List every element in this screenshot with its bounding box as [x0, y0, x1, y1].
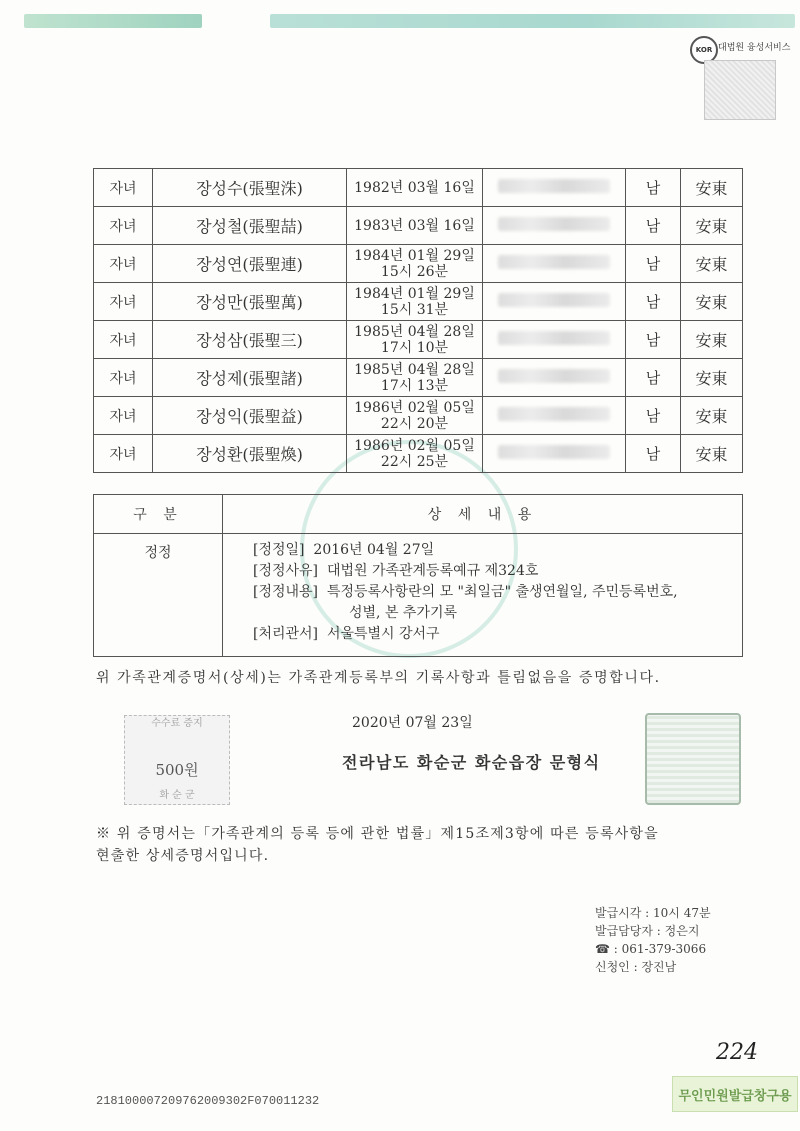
- child-birth-time: 15시 31분: [380, 301, 449, 318]
- document-number: 218100007209762009302F070011232: [96, 1094, 320, 1108]
- child-birth-date: 1986년 02월 05일: [354, 437, 475, 454]
- child-birth-date: 1985년 04월 28일: [354, 361, 475, 378]
- detail-line-value: 2016년 04월 27일: [313, 542, 435, 558]
- child-row: [94, 207, 743, 245]
- revenue-stamp-title: 수수료 증지: [151, 718, 203, 729]
- child-birth-date: 1985년 04월 28일: [354, 323, 475, 340]
- child-birth: [347, 207, 483, 245]
- detail-category: 정정: [94, 534, 223, 657]
- child-sex: 남: [626, 207, 681, 245]
- child-name: 장성수(張聖洙): [153, 169, 347, 207]
- child-origin: 安東: [681, 207, 743, 245]
- child-id-redacted: [483, 359, 626, 397]
- child-sex: 남: [626, 283, 681, 321]
- detail-line-value: 특정등록사항란의 모 "최일금" 출생연월일, 주민등록번호,: [326, 584, 678, 600]
- child-birth: [347, 321, 483, 359]
- child-birth-date: 1984년 01월 29일: [354, 247, 475, 264]
- child-relation: 자녀: [94, 169, 153, 207]
- child-row: [94, 283, 743, 321]
- child-name: 장성삼(張聖三): [153, 321, 347, 359]
- child-birth-time: 22시 25분: [380, 453, 449, 470]
- child-id-redacted: [483, 245, 626, 283]
- child-relation: 자녀: [94, 397, 153, 435]
- revenue-stamp-issuer: 화 순 군: [159, 790, 195, 801]
- child-birth-time: 17시 10분: [380, 339, 449, 356]
- top-color-band-right: [270, 14, 795, 28]
- child-origin: 安東: [681, 283, 743, 321]
- child-name: 장성익(張聖益): [153, 397, 347, 435]
- child-origin: 安東: [681, 321, 743, 359]
- child-id-redacted: [483, 169, 626, 207]
- detail-line: [253, 582, 732, 603]
- kiosk-label: 무인민원발급창구용: [672, 1076, 798, 1112]
- child-birth: [347, 435, 483, 473]
- child-birth-date: 1984년 01월 29일: [354, 285, 475, 302]
- child-relation: 자녀: [94, 283, 153, 321]
- child-sex: 남: [626, 245, 681, 283]
- child-origin: 安東: [681, 359, 743, 397]
- kor-service-label: 대법원 융성서비스: [718, 43, 791, 53]
- child-birth: [347, 245, 483, 283]
- child-sex: 남: [626, 397, 681, 435]
- child-birth-time: 17시 13분: [380, 377, 449, 394]
- child-relation: 자녀: [94, 321, 153, 359]
- detail-line: [253, 561, 732, 582]
- legal-note: [96, 823, 659, 867]
- child-name: 장성만(張聖萬): [153, 283, 347, 321]
- child-relation: 자녀: [94, 435, 153, 473]
- redaction-blur: [498, 255, 610, 269]
- detail-line-value: 서울특별시 강서구: [326, 626, 440, 642]
- detail-header-row: [94, 495, 743, 534]
- detail-line: [253, 624, 732, 645]
- child-birth-time: 15시 26분: [380, 263, 449, 280]
- redaction-blur: [498, 331, 610, 345]
- redaction-blur: [498, 217, 610, 231]
- security-pattern-box: [704, 60, 776, 120]
- child-birth: [347, 169, 483, 207]
- child-row: [94, 245, 743, 283]
- child-row: [94, 359, 743, 397]
- detail-line: [253, 540, 732, 561]
- kor-seal-icon: KOR: [690, 36, 718, 64]
- child-birth-date: 1983년 03월 16일: [354, 217, 475, 234]
- child-birth: [347, 283, 483, 321]
- detail-header-content: 상 세 내 용: [223, 495, 743, 534]
- child-sex: 남: [626, 359, 681, 397]
- child-id-redacted: [483, 321, 626, 359]
- redaction-blur: [498, 369, 610, 383]
- child-name: 장성연(張聖連): [153, 245, 347, 283]
- child-id-redacted: [483, 207, 626, 245]
- child-birth-date: 1986년 02월 05일: [354, 399, 475, 416]
- detail-header-category: 구 분: [94, 495, 223, 534]
- child-sex: 남: [626, 321, 681, 359]
- child-row: [94, 321, 743, 359]
- detail-row: [94, 534, 743, 657]
- child-sex: 남: [626, 169, 681, 207]
- child-origin: 安東: [681, 397, 743, 435]
- detail-line-label: [정정사유]: [253, 563, 319, 579]
- child-name: 장성철(張聖喆): [153, 207, 347, 245]
- redaction-blur: [498, 293, 610, 307]
- issue-date: 2020년 07월 23일: [352, 715, 473, 731]
- child-id-redacted: [483, 283, 626, 321]
- child-birth-time: 22시 20분: [380, 415, 449, 432]
- child-birth: [347, 397, 483, 435]
- detail-content: [223, 534, 743, 657]
- child-birth-date: 1982년 03월 16일: [354, 179, 475, 196]
- issue-applicant: 신청인 : 장진남: [595, 960, 677, 974]
- child-name: 장성제(張聖諸): [153, 359, 347, 397]
- child-relation: 자녀: [94, 207, 153, 245]
- issue-phone: ☎ : 061-379-3066: [595, 942, 707, 956]
- child-id-redacted: [483, 397, 626, 435]
- child-sex: 남: [626, 435, 681, 473]
- child-origin: 安東: [681, 169, 743, 207]
- detail-line-label: [정정내용]: [253, 584, 319, 600]
- issue-time: 발급시각 : 10시 47분: [595, 906, 711, 920]
- issuer-name: 전라남도 화순군 화순읍장 문형식: [342, 753, 601, 772]
- children-table: [93, 168, 743, 473]
- official-seal-icon: [645, 713, 741, 805]
- certification-statement: 위 가족관계증명서(상세)는 가족관계등록부의 기록사항과 틀림없음을 증명합니다.: [96, 670, 661, 686]
- child-relation: 자녀: [94, 359, 153, 397]
- legal-note-line-2: 현출한 상세증명서입니다.: [96, 848, 270, 864]
- child-name: 장성환(張聖煥): [153, 435, 347, 473]
- top-color-band-left: [24, 14, 202, 28]
- detail-line-value: 성별, 본 추가기록: [349, 605, 458, 621]
- child-row: [94, 169, 743, 207]
- redaction-blur: [498, 445, 610, 459]
- revenue-stamp-amount: 500원: [155, 761, 199, 779]
- detail-line-label: [정정일]: [253, 542, 305, 558]
- child-birth: [347, 359, 483, 397]
- detail-line: [253, 603, 732, 624]
- detail-line-label: [처리관서]: [253, 626, 319, 642]
- issue-info: [595, 904, 711, 976]
- revenue-stamp: [124, 715, 230, 805]
- child-origin: 安東: [681, 245, 743, 283]
- child-id-redacted: [483, 435, 626, 473]
- legal-note-line-1: ※ 위 증명서는「가족관계의 등록 등에 관한 법률」제15조제3항에 따른 등록사항을: [96, 826, 659, 842]
- child-origin: 安東: [681, 435, 743, 473]
- redaction-blur: [498, 407, 610, 421]
- issue-clerk: 발급담당자 : 정은지: [595, 924, 700, 938]
- child-relation: 자녀: [94, 245, 153, 283]
- child-row: [94, 435, 743, 473]
- detail-table: [93, 494, 743, 657]
- handwritten-page-mark: 224: [716, 1040, 758, 1065]
- redaction-blur: [498, 179, 610, 193]
- child-row: [94, 397, 743, 435]
- detail-line-value: 대법원 가족관계등록예규 제324호: [326, 563, 539, 579]
